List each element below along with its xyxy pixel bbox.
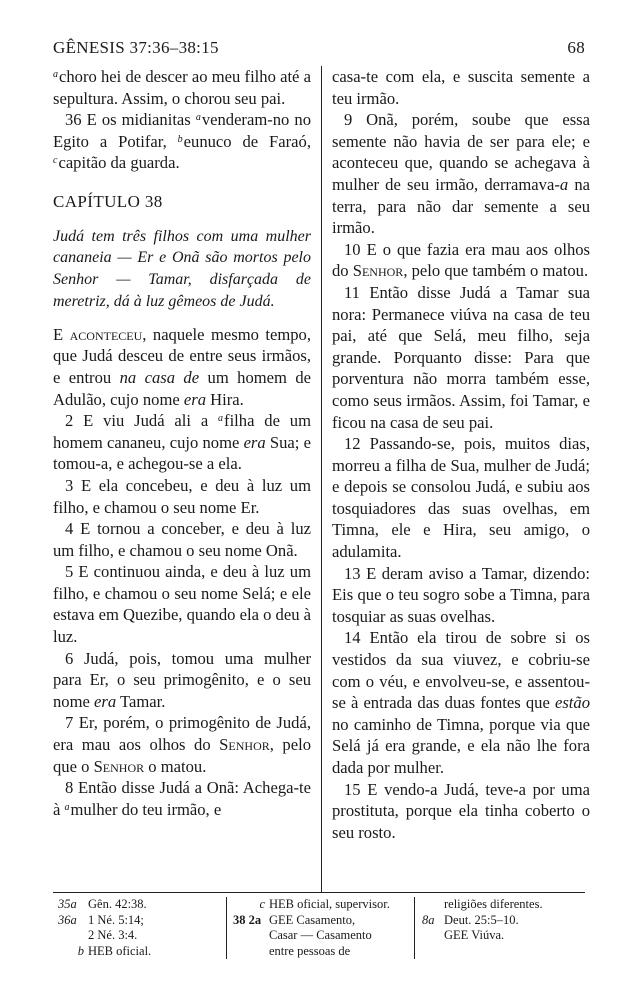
footnote-marker[interactable]: a <box>53 69 58 80</box>
continuation-paragraph: $^a$choro hei de descer ao meu filho até a sepultura. Assim, o chorou seu pai. <box>53 67 311 108</box>
verse-7: 7 Er, porém, o primogênito de Judá, era mau aos olhos do Senhor, pelo que o Senhor o matou. <box>53 713 311 776</box>
footnote-marker[interactable]: a <box>218 413 224 425</box>
footnote-marker[interactable]: a <box>64 801 70 813</box>
verse-14: 14 Então ela tirou de sobre si os vestidos da sua viuvez, e cobriu-se com o véu, e envolveu-se, e assentou-se à entrada das duas fontes que estão no caminho de Timna, porque via que Selá já era grande, e ela não lhe fora dada por mulher. <box>332 628 590 777</box>
footnote-column-divider <box>414 897 415 959</box>
column-divider <box>321 66 322 892</box>
footnote-column-divider <box>226 897 227 959</box>
verse-11: 11 Então disse Judá a Tamar sua nora: Permanece viúva na casa de teu pai, até que Selá, meu filho, seja grande. Porquanto disse: Para que porventura não morra também esse, como seus irmãos. Assim, foi Tamar, e ficou na casa de seu pai. <box>332 282 590 432</box>
footnote-entry: religiões diferentes. <box>444 897 543 911</box>
running-header <box>53 38 585 62</box>
chapter-summary: Judá tem três filhos com uma mulher cananeia — Er e Onã são mortos pelo Senhor — Tamar, disfarçada de meretriz, dá à luz gêmeos de Judá. <box>53 227 311 310</box>
verse-6: 6 Judá, pois, tomou uma mulher para Er, o seu primogênito, e o seu nome era Tamar. <box>53 648 311 711</box>
verse-12: 12 Passando-se, pois, muitos dias, morreu a filha de Sua, mulher de Judá; e depois se consolou Judá, e subiu aos tosquiadores das suas ovelhas, em Timna, ele e Hira, seu amigo, o adulamita. <box>332 434 590 562</box>
footnote-entry: 2 Né. 3:4. <box>88 928 138 942</box>
verse-9: 9 Onã, porém, soube que essa semente não havia de ser para ele; e aconteceu que, quando se achegava à mulher de seu irmão, derramava-a na terra, para não dar semente a seu irmão. <box>332 110 590 238</box>
footnote-entry: c HEB oficial, supervisor. <box>259 897 390 911</box>
footnote-entry: 35a Gên. 42:38. <box>58 897 147 911</box>
verse-5: 5 E continuou ainda, e deu à luz um filho, e chamou o seu nome Selá; e ele estava em Quezibe, quando ela o deu à luz. <box>53 562 312 647</box>
page-number: 68 <box>567 38 585 57</box>
footnote-marker[interactable]: c <box>53 155 58 167</box>
footnote-divider <box>53 892 585 893</box>
footnote-entry: 38 2a GEE Casamento, <box>233 912 356 927</box>
verse-4: 4 E tornou a conceber, e deu à luz um filho, e chamou o seu nome Onã. <box>53 519 311 560</box>
continuation-paragraph: casa-te com ela, e suscita semente a teu irmão. <box>332 67 590 108</box>
footnote-entry: GEE Viúva. <box>444 928 505 942</box>
left-column <box>53 66 311 820</box>
verse-2: 2 E viu Judá ali a $^a$filha de um homem cananeu, cujo nome era Sua; e tomou-a, e achegou-se a ela. <box>53 411 311 474</box>
footnote-entry: Casar — Casamento <box>269 928 372 942</box>
verse-8: 8 Então disse Judá a Onã: Achega-te à $^a$mulher do teu irmão, e <box>53 778 311 819</box>
verse-3: 3 E ela concebeu, e deu à luz um filho, e chamou o seu nome Er. <box>53 475 311 517</box>
footnote-marker[interactable]: b <box>177 133 183 145</box>
footnote-marker[interactable]: a <box>195 112 201 124</box>
footnote-entry: entre pessoas de <box>269 943 351 958</box>
verse-15: 15 E vendo-a Judá, teve-a por uma prostituta, porque ela tinha coberto o seu rosto. <box>332 779 590 842</box>
footnote-entry: b HEB oficial. <box>77 943 152 958</box>
right-column <box>332 66 590 843</box>
footnote-column-1 <box>58 897 218 959</box>
footnote-column-3 <box>422 897 592 944</box>
footnote-entry: 8a Deut. 25:5–10. <box>422 912 519 927</box>
verse-10: 10 E o que fazia era mau aos olhos do Senhor, pelo que também o matou. <box>332 239 590 281</box>
chapter-title: CAPÍTULO 38 <box>53 191 163 211</box>
chapter-reference: GÊNESIS 37:36–38:15 <box>53 38 219 57</box>
verse-1: E aconteceu, naquele mesmo tempo, que Judá desceu de entre seus irmãos, e entrou na casa de um homem de Adulão, cujo nome era Hira. <box>53 324 311 409</box>
footnote-entry: 36a 1 Né. 5:14; <box>58 912 144 927</box>
footnote-column-2 <box>233 897 413 959</box>
verse-13: 13 E deram aviso a Tamar, dizendo: Eis que o teu sogro sobe a Timna, para tosquiar as suas ovelhas. <box>332 563 590 626</box>
verse-36: 36 E os midianitas $^a$venderam-no no Egito a Potifar, $^b$eunuco de Faraó, $^c$capitão da guarda. <box>53 110 311 173</box>
